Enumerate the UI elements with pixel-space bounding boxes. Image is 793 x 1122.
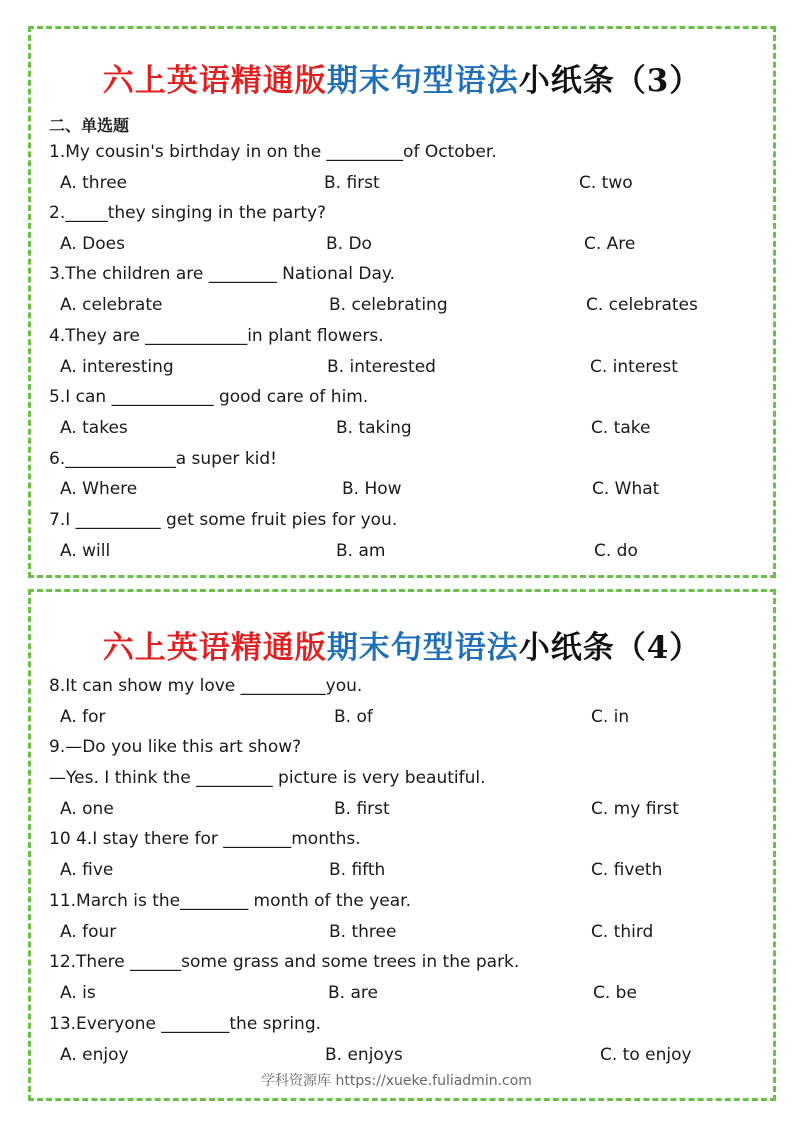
option-a: A. for: [60, 707, 106, 727]
option-a: A. three: [60, 173, 128, 193]
option-c: C. my first: [591, 799, 679, 819]
question-5: 5.I can ____________ good care of him.: [49, 387, 369, 407]
question-4: 4.They are ____________in plant flowers.: [49, 326, 384, 346]
option-c: C. interest: [590, 357, 678, 377]
question-3: 3.The children are ________ National Day.: [49, 264, 395, 284]
option-a: A. Does: [60, 234, 125, 254]
option-c: C. be: [593, 983, 637, 1003]
worksheet-card-3: [28, 26, 776, 578]
option-a: A. one: [60, 799, 114, 819]
option-a: A. celebrate: [60, 295, 163, 315]
option-a: A. interesting: [60, 357, 174, 377]
option-b: B. fifth: [329, 860, 386, 880]
option-b: B. are: [328, 983, 378, 1003]
question-9: 9.—Do you like this art show?: [49, 737, 302, 757]
option-a: A. takes: [60, 418, 128, 438]
option-c: C. in: [591, 707, 630, 727]
question-13: 13.Everyone ________the spring.: [49, 1014, 322, 1034]
option-b: B. How: [342, 479, 402, 499]
option-b: B. am: [336, 541, 386, 561]
question-2: 2._____they singing in the party?: [49, 203, 327, 223]
option-b: B. first: [334, 799, 390, 819]
card-title: 六上英语精通版期末句型语法小纸条（3）: [102, 63, 702, 99]
option-a: A. enjoy: [60, 1045, 129, 1065]
option-b: B. taking: [336, 418, 412, 438]
section-heading: 二、单选题: [49, 116, 130, 135]
option-a: A. five: [60, 860, 114, 880]
question-11: 11.March is the________ month of the year.: [49, 891, 411, 911]
option-b: B. first: [324, 173, 380, 193]
option-c: C. do: [594, 541, 638, 561]
worksheet-card-4: [28, 589, 776, 1101]
option-a: A. will: [60, 541, 111, 561]
option-b: B. three: [329, 922, 397, 942]
option-a: A. four: [60, 922, 117, 942]
option-c: C. take: [591, 418, 651, 438]
option-c: C. Are: [584, 234, 636, 254]
question-9-reply: —Yes. I think the _________ picture is very beautiful.: [49, 768, 486, 788]
option-c: C. two: [579, 173, 633, 193]
footer-watermark: 学科资源库 https://xueke.fuliadmin.com: [261, 1073, 532, 1089]
option-c: C. What: [592, 479, 660, 499]
option-c: C. to enjoy: [600, 1045, 692, 1065]
question-10: 10 4.I stay there for ________months.: [49, 829, 361, 849]
option-a: A. Where: [60, 479, 138, 499]
question-7: 7.I __________ get some fruit pies for you.: [49, 510, 398, 530]
option-b: B. celebrating: [329, 295, 448, 315]
option-a: A. is: [60, 983, 96, 1003]
option-b: B. of: [334, 707, 373, 727]
question-8: 8.It can show my love __________you.: [49, 676, 363, 696]
option-b: B. Do: [326, 234, 372, 254]
question-1: 1.My cousin's birthday in on the _________of October.: [49, 142, 497, 162]
option-b: B. interested: [327, 357, 436, 377]
option-c: C. third: [591, 922, 654, 942]
option-c: C. celebrates: [586, 295, 698, 315]
question-6: 6._____________a super kid!: [49, 449, 277, 469]
option-b: B. enjoys: [325, 1045, 403, 1065]
option-c: C. fiveth: [591, 860, 663, 880]
card-title: 六上英语精通版期末句型语法小纸条（4）: [102, 630, 702, 666]
question-12: 12.There ______some grass and some trees in the park.: [49, 952, 520, 972]
